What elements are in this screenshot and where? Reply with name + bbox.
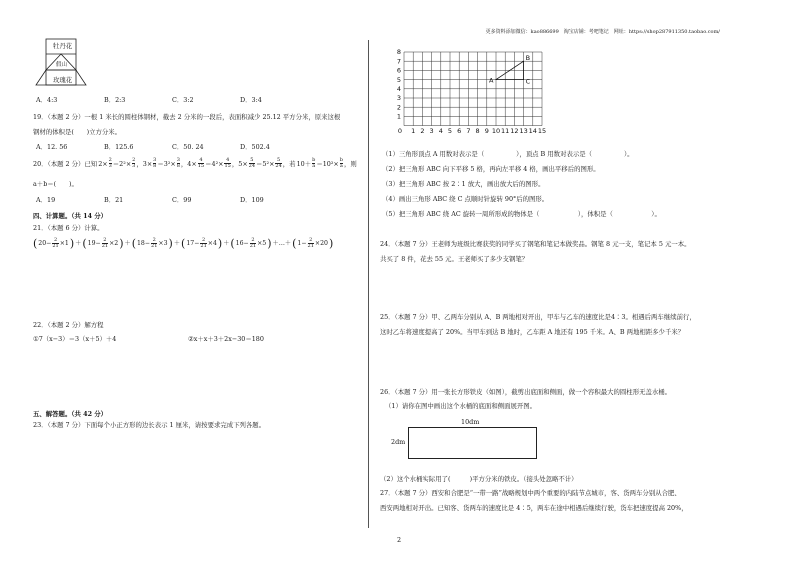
q20-option-b: B．21 <box>104 196 124 204</box>
x-tick-label: 8 <box>475 127 480 136</box>
page-number: 2 <box>397 536 402 544</box>
y-tick-label: 5 <box>396 75 401 84</box>
x-tick-label: 9 <box>484 127 489 136</box>
x-tick-label: 11 <box>501 127 510 136</box>
x-tick-label: 15 <box>537 127 547 136</box>
section5-title: 五、解答题。（共 42 分） <box>33 410 108 418</box>
y-tick-label: 3 <box>396 94 401 103</box>
q21-expression: ( 20− $\frac{2}{21}$ ×1 ) ＋ ( 19− $\frac{2}{21}$ ×2 ) ＋ ( 18− $\frac{2}{21}$ ×3 ) ＋ ( 17− $\frac{2}{21}$ ×4 ) ＋ ( 16− $\frac{2}{21}$ ×5 ) ＋…＋ ( 1− $\frac{2}{21}$ ×20 ) <box>33 236 334 250</box>
coordinate-grid <box>396 48 556 140</box>
y-tick-label: 1 <box>396 112 401 121</box>
q25-line1 <box>380 313 696 321</box>
q18-option-a: A．4:3 <box>36 96 58 104</box>
q20-line2: a＋b＝( )。 <box>33 180 78 188</box>
q22-eq2: ②x＋x＋3＋2x−30＝180 <box>188 335 264 343</box>
q23-part1: （1）三角形顶点 A 用数对表示是（ ），顶点 B 用数对表示是（ ）。 <box>382 150 634 158</box>
figure-label-bottom: 玫瑰花 <box>53 76 73 84</box>
x-tick-label: 7 <box>466 127 471 136</box>
x-tick-label: 5 <box>447 127 453 136</box>
q26-label-left: 2dm <box>391 438 406 446</box>
x-tick-label: 6 <box>457 127 462 136</box>
q18-option-c: C．3:2 <box>172 96 194 104</box>
figure-label-middle: 假山 <box>56 62 68 68</box>
q19-line1: 19．（本题 2 分）一根 1 米长的圆柱体钢材，截去 2 分米的一段后，表面积减少 25.12 平方分米，原来这根 <box>33 113 341 121</box>
q20-line1: 20．（本题 2 分）已知 2× $\frac{2}{3}$ ＝2²× $\frac{2}{3}$ ，3× $\frac{3}{8}$ ＝3²× $\frac{3}{8}$ ，4× $\frac{4}{15}$ ＝4²× $\frac{4}{15}$ ，5× $\frac{5}{24}$ ＝5²× $\frac{5}{24}$ ，若 10＋ $\frac{b}{a}$ ＝10²× $\frac{b}{a}$ ，则 <box>33 157 357 169</box>
q23-part4: （4）画出三角形 ABC 绕 C 点顺时针旋转 90°后的图形。 <box>382 195 549 203</box>
x-tick-label: 14 <box>528 127 537 136</box>
q26-line3: （2）这个水桶实际用了( )平方分米的铁皮。（接头处忽略不计） <box>380 475 578 483</box>
x-tick-label: 1 <box>411 127 416 136</box>
q18-option-d: D．3:4 <box>240 96 262 104</box>
vertex-label-c: C <box>525 77 531 86</box>
x-tick-label: 10 <box>491 127 501 136</box>
q26-line2: （1）请你在图中画出这个水桶的底面和侧面展开图。 <box>385 402 537 410</box>
q26-line1: 26．（本题 7 分）用一张长方形铁皮（如图），截剪出底面和侧面，做一个容积最大的圆柱形无盖水桶。 <box>380 388 672 396</box>
q20-middle: ，若 <box>282 159 296 168</box>
q20-option-d: D．109 <box>240 196 264 204</box>
iron-sheet-rectangle <box>408 427 537 459</box>
q22-eq1: ①7（x−3）＝3（x＋5）＋4 <box>33 335 117 343</box>
q27-line2: 西安两地相对开出。已知客、货两车的速度比是 4∶5，两车在途中相遇后继续行驶，货车把速度提高 20%， <box>380 504 688 512</box>
y-tick-label: 2 <box>396 103 401 112</box>
header-info: 更多资料添加微信：kao886699 淘宝店铺：考吧笔记 网址：https://shop287911350.taobao.com/ <box>485 29 720 35</box>
q19-option-a: A．12. 56 <box>36 143 68 151</box>
q20-option-c: C．99 <box>172 196 192 204</box>
q19-option-b: B．125.6 <box>104 143 134 151</box>
q23-part2: （2）把三角形 ABC 向下平移 5 格，再向左平移 4 格，画出平移后的图形。 <box>382 165 600 173</box>
q26-label-top: 10dm <box>461 418 480 426</box>
q24-line1: 24．（本题 7 分）王老师为班级比赛获奖的同学买了钢笔和笔记本做奖品。钢笔 8 元一支，笔记本 5 元一本。 <box>380 240 691 248</box>
q25-line2: 这时乙车将速度提高了 20%。当甲车到达 B 地时，乙车距 A 地还有 195 千米。A、B 两地相距多少千米？ <box>380 328 685 336</box>
q25-line1b: 。相遇后两车继续前行， <box>625 313 696 321</box>
q20-option-a: A．19 <box>36 196 56 204</box>
x-tick-label: 2 <box>420 127 425 136</box>
q23-title: 23．（本题 7 分）下面每个小正方形的边长表示 1 厘米，请按要求完成下列各题。 <box>33 421 266 429</box>
q19-option-c: C．50. 24 <box>172 143 204 151</box>
q23-part5: （5）把三角形 ABC 绕 AC 旋转一周所形成的物体是（ ），体积是（ ）。 <box>382 210 661 218</box>
y-tick-label: 7 <box>396 57 401 66</box>
q21-title: 21．（本题 6 分）计算。 <box>33 224 104 232</box>
q22-title: 22．（本题 2 分）解方程 <box>33 321 104 329</box>
origin-label: 0 <box>397 127 403 136</box>
q25-line1a: 25．（本题 7 分）甲、乙两车分别从 A、B 两地相对开出，甲车与乙车的速度比是 <box>380 313 611 321</box>
q27-line1: 27．（本题 7 分）西安和合肥是“一带一路”战略规划中两个重要的内陆节点城市，客、货两车分别从合肥、 <box>380 489 681 497</box>
x-tick-label: 3 <box>429 127 434 136</box>
y-tick-label: 8 <box>396 48 401 57</box>
vertex-label-b: B <box>525 54 531 63</box>
x-tick-label: 13 <box>519 127 528 136</box>
q20-suffix: ，则 <box>343 159 357 168</box>
q24-line2: 共买了 8 件，花去 55 元。王老师买了多少支钢笔？ <box>380 255 529 263</box>
q18-option-b: B．2:3 <box>104 96 126 104</box>
vertex-label-a: A <box>489 76 494 85</box>
q25-ratio: 4∶3 <box>610 313 626 321</box>
q20-prefix: 20．（本题 2 分）已知 <box>33 159 98 168</box>
q23-part3: （3）把三角形 ABC 按 2∶1 放大，画出放大后的图形。 <box>382 180 545 188</box>
figure-label-top: 牡丹花 <box>53 42 73 50</box>
x-tick-label: 12 <box>510 127 519 136</box>
x-tick-label: 4 <box>438 127 443 136</box>
q19-line2: 钢材的体积是( )立方分米。 <box>33 128 122 136</box>
section4-title: 四、计算题。（共 14 分） <box>33 212 108 220</box>
column-divider <box>368 40 369 528</box>
y-tick-label: 6 <box>396 66 401 75</box>
q19-option-d: D．502.4 <box>240 143 270 151</box>
y-tick-label: 4 <box>396 85 401 93</box>
